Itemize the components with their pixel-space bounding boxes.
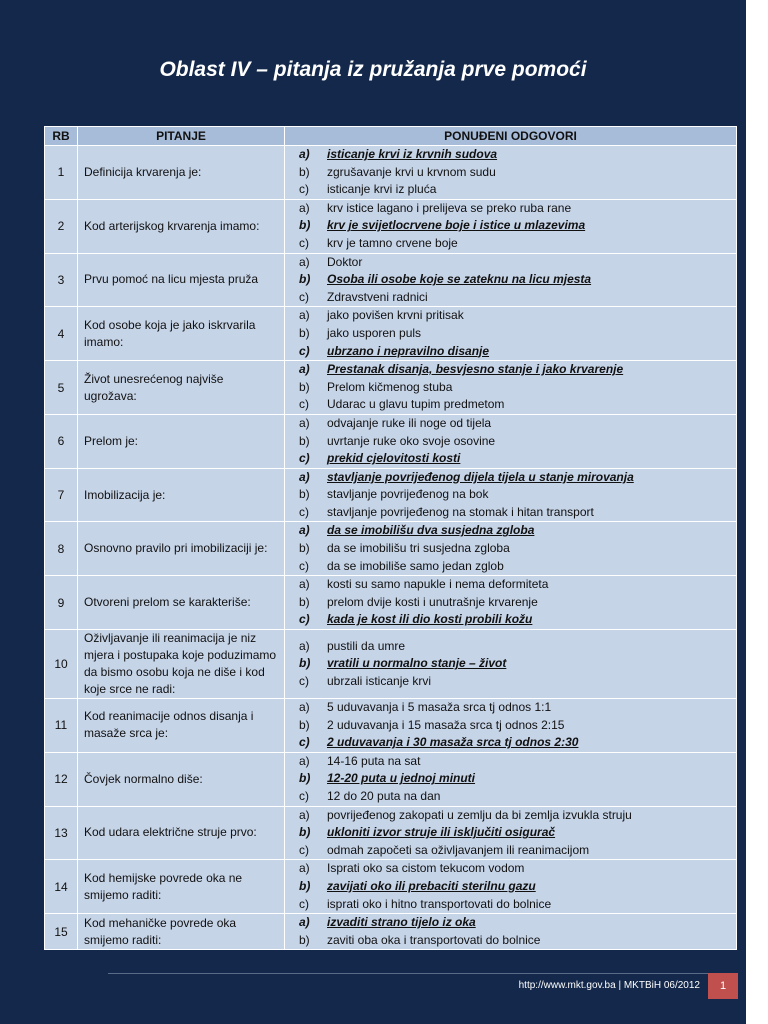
answer-option bbox=[299, 325, 736, 343]
answer-letter: b) bbox=[299, 656, 311, 671]
answer-text: kada je kost ili dio kosti probili kožu bbox=[327, 612, 533, 627]
answer-text: ukloniti izvor struje ili isključiti osigurač bbox=[327, 825, 556, 840]
answer-option bbox=[299, 788, 736, 806]
answer-option bbox=[299, 594, 736, 612]
answer-option bbox=[299, 807, 736, 825]
answer-letter: b) bbox=[299, 325, 310, 340]
answers-cell bbox=[285, 806, 737, 860]
answer-text: zaviti oba oka i transportovati do bolnice bbox=[327, 932, 541, 947]
answer-text: odvajanje ruke ili noge od tijela bbox=[327, 415, 492, 430]
question-text: Kod hemijske povrede oka ne smijemo raditi: bbox=[78, 860, 285, 914]
answers-cell bbox=[285, 860, 737, 914]
answer-letter: a) bbox=[299, 308, 310, 323]
row-number: 5 bbox=[45, 361, 78, 415]
answer-letter: a) bbox=[299, 469, 310, 484]
question-text: Prelom je: bbox=[78, 414, 285, 468]
answer-letter: a) bbox=[299, 415, 310, 430]
answer-letter: c) bbox=[299, 896, 309, 911]
answer-letter: a) bbox=[299, 861, 310, 876]
question-text: Kod udara električne struje prvo: bbox=[78, 806, 285, 860]
answer-letter: b) bbox=[299, 932, 310, 947]
answer-option-correct bbox=[299, 770, 736, 788]
question-text: Osnovno pravilo pri imobilizaciji je: bbox=[78, 522, 285, 576]
answer-text: prelom dvije kosti i unutrašnje krvarenje bbox=[327, 594, 538, 609]
answer-text: zavijati oko ili prebaciti sterilnu gazu bbox=[327, 878, 536, 893]
answer-letter: c) bbox=[299, 182, 309, 197]
answer-text: 14-16 puta na sat bbox=[327, 753, 421, 768]
answers-cell bbox=[285, 253, 737, 307]
answer-option bbox=[299, 289, 736, 307]
answer-text: ubrzano i nepravilno disanje bbox=[327, 343, 490, 358]
answer-option bbox=[299, 896, 736, 914]
answer-text: jako povišen krvni pritisak bbox=[327, 308, 464, 323]
answer-text: krv istice lagano i prelijeva se preko ruba rane bbox=[327, 200, 572, 215]
row-number: 13 bbox=[45, 806, 78, 860]
row-number: 10 bbox=[45, 630, 78, 699]
answer-option bbox=[299, 254, 736, 272]
answer-text: jako usporen puls bbox=[327, 325, 422, 340]
table-row bbox=[45, 806, 737, 860]
answer-letter: b) bbox=[299, 164, 310, 179]
answer-option-correct bbox=[299, 361, 736, 379]
row-number: 7 bbox=[45, 468, 78, 522]
answer-option-correct bbox=[299, 611, 736, 629]
answer-text: Doktor bbox=[327, 254, 363, 269]
answer-letter: b) bbox=[299, 878, 311, 893]
answer-text: stavljanje povrijeđenog na bok bbox=[327, 487, 489, 502]
answer-letter: b) bbox=[299, 541, 310, 556]
question-text: Imobilizacija je: bbox=[78, 468, 285, 522]
answers-cell bbox=[285, 522, 737, 576]
answer-letter: c) bbox=[299, 504, 309, 519]
answer-option bbox=[299, 540, 736, 558]
answer-text: 5 uduvavanja i 5 masaža srca tj odnos 1:1 bbox=[327, 700, 552, 715]
answer-option bbox=[299, 200, 736, 218]
answer-letter: a) bbox=[299, 915, 310, 930]
answer-text: 12 do 20 puta na dan bbox=[327, 789, 441, 803]
answer-option-correct bbox=[299, 734, 736, 752]
answer-letter: b) bbox=[299, 717, 310, 732]
answer-text: Prelom kičmenog stuba bbox=[327, 379, 453, 394]
table-row bbox=[45, 414, 737, 468]
answers-cell bbox=[285, 468, 737, 522]
question-text: Otvoreni prelom se karakteriše: bbox=[78, 576, 285, 630]
answer-text: krv je tamno crvene boje bbox=[327, 235, 458, 250]
answer-option bbox=[299, 486, 736, 504]
question-text: Prvu pomoć na licu mjesta pruža bbox=[78, 253, 285, 307]
answer-option-correct bbox=[299, 271, 736, 289]
answers-cell bbox=[285, 146, 737, 200]
answer-option-correct bbox=[299, 824, 736, 842]
answer-text: Prestanak disanja, besvjesno stanje i jako krvarenje bbox=[327, 362, 624, 377]
answer-option bbox=[299, 673, 736, 691]
answers-cell bbox=[285, 414, 737, 468]
question-text: Oživljavanje ili reanimacija je niz mjera i postupaka koje poduzimamo da bismo osobu koja ne diše i kod koje srce ne radi: bbox=[78, 630, 285, 699]
answer-option bbox=[299, 717, 736, 735]
answer-text: odmah započeti sa oživljavanjem ili reanimacijom bbox=[327, 842, 590, 857]
answer-option bbox=[299, 860, 736, 878]
page-title: Oblast IV – pitanja iz pružanja prve pomoći bbox=[159, 58, 587, 81]
answer-letter: c) bbox=[299, 451, 310, 466]
answer-letter: b) bbox=[299, 379, 310, 394]
answers-cell bbox=[285, 752, 737, 806]
answer-option bbox=[299, 164, 736, 182]
table-row bbox=[45, 630, 737, 699]
table-row bbox=[45, 468, 737, 522]
answer-letter: a) bbox=[299, 362, 310, 377]
table-row bbox=[45, 199, 737, 253]
answer-option-correct bbox=[299, 469, 736, 487]
table-body bbox=[45, 146, 737, 950]
answer-letter: a) bbox=[299, 147, 310, 161]
page-number: 1 bbox=[708, 973, 738, 999]
answer-letter: a) bbox=[299, 577, 310, 592]
answer-text: izvaditi strano tijelo iz oka bbox=[327, 915, 476, 930]
answer-letter: b) bbox=[299, 218, 311, 233]
answer-letter: b) bbox=[299, 272, 311, 287]
answer-letter: a) bbox=[299, 638, 310, 653]
answer-option bbox=[299, 307, 736, 325]
answer-text: isprati oko i hitno transportovati do bolnice bbox=[327, 896, 552, 911]
answers-cell bbox=[285, 199, 737, 253]
table-row bbox=[45, 860, 737, 914]
answers-cell bbox=[285, 699, 737, 753]
question-text: Kod osobe koja je jako iskrvarila imamo: bbox=[78, 307, 285, 361]
row-number: 11 bbox=[45, 699, 78, 753]
answer-option bbox=[299, 699, 736, 717]
answer-letter: a) bbox=[299, 700, 310, 715]
answer-option bbox=[299, 558, 736, 576]
answer-letter: a) bbox=[299, 523, 310, 538]
table-row bbox=[45, 361, 737, 415]
answer-letter: b) bbox=[299, 771, 311, 786]
answer-text: Osoba ili osobe koje se zateknu na licu mjesta bbox=[327, 272, 592, 287]
answer-option bbox=[299, 638, 736, 656]
header-answers: PONUĐENI ODGOVORI bbox=[285, 127, 737, 146]
answer-letter: a) bbox=[299, 807, 310, 822]
answer-text: Zdravstveni radnici bbox=[327, 289, 428, 304]
question-text: Kod reanimacije odnos disanja i masaže srca je: bbox=[78, 699, 285, 753]
row-number: 2 bbox=[45, 199, 78, 253]
answer-text: isticanje krvi iz krvnih sudova bbox=[327, 147, 498, 161]
table-row bbox=[45, 576, 737, 630]
row-number: 3 bbox=[45, 253, 78, 307]
answer-letter: a) bbox=[299, 200, 310, 215]
row-number: 8 bbox=[45, 522, 78, 576]
answer-text: povrijeđenog zakopati u zemlju da bi zemlja izvukla struju bbox=[327, 807, 632, 822]
answer-text: stavljanje povrijeđenog dijela tijela u stanje mirovanja bbox=[327, 469, 634, 484]
answer-option bbox=[299, 842, 736, 860]
answer-option bbox=[299, 415, 736, 433]
answer-text: Udarac u glavu tupim predmetom bbox=[327, 397, 505, 412]
answer-text: isticanje krvi iz pluća bbox=[327, 182, 437, 197]
answer-letter: c) bbox=[299, 343, 310, 358]
answer-letter: c) bbox=[299, 397, 309, 412]
answer-option bbox=[299, 932, 736, 950]
answer-letter: c) bbox=[299, 235, 309, 250]
answer-text: ubrzali isticanje krvi bbox=[327, 673, 432, 688]
answer-letter: a) bbox=[299, 753, 310, 768]
answer-letter: c) bbox=[299, 735, 310, 750]
answer-text: kosti su samo napukle i nema deformiteta bbox=[327, 577, 549, 592]
footer-source: http://www.mkt.gov.ba | MKTBiH 06/2012 bbox=[518, 980, 700, 991]
questions-table bbox=[44, 126, 737, 950]
answer-option-correct bbox=[299, 655, 736, 673]
question-text: Definicija krvarenja je: bbox=[78, 146, 285, 200]
table-row bbox=[45, 307, 737, 361]
answer-letter: c) bbox=[299, 673, 309, 688]
answer-option bbox=[299, 181, 736, 199]
answer-text: prekid cjelovitosti kosti bbox=[327, 451, 461, 466]
answer-option-correct bbox=[299, 914, 736, 932]
question-text: Kod mehaničke povrede oka smijemo raditi: bbox=[78, 914, 285, 950]
answer-option bbox=[299, 235, 736, 253]
table-header-row bbox=[45, 127, 737, 146]
answer-text: uvrtanje ruke oko svoje osovine bbox=[327, 433, 496, 448]
answers-cell bbox=[285, 307, 737, 361]
answer-option bbox=[299, 576, 736, 594]
answer-letter: b) bbox=[299, 825, 311, 840]
answer-option bbox=[299, 753, 736, 771]
footer-divider bbox=[108, 973, 708, 974]
answer-text: stavljanje povrijeđenog na stomak i hitan transport bbox=[327, 504, 594, 519]
table-row bbox=[45, 914, 737, 950]
answer-text: pustili da umre bbox=[327, 638, 406, 653]
answer-text: zgrušavanje krvi u krvnom sudu bbox=[327, 164, 496, 179]
row-number: 12 bbox=[45, 752, 78, 806]
answer-letter: a) bbox=[299, 254, 310, 269]
table-row bbox=[45, 522, 737, 576]
answer-option-correct bbox=[299, 146, 736, 164]
answer-letter: b) bbox=[299, 594, 310, 609]
answer-letter: b) bbox=[299, 433, 310, 448]
answer-option-correct bbox=[299, 343, 736, 361]
row-number: 6 bbox=[45, 414, 78, 468]
answer-text: 12-20 puta u jednoj minuti bbox=[327, 771, 476, 786]
answers-cell bbox=[285, 576, 737, 630]
answer-option-correct bbox=[299, 217, 736, 235]
answer-letter: c) bbox=[299, 842, 309, 857]
answer-option bbox=[299, 379, 736, 397]
answer-option bbox=[299, 396, 736, 414]
table-row bbox=[45, 146, 737, 200]
answer-text: da se imobilišu dva susjedna zgloba bbox=[327, 523, 535, 538]
answer-text: da se imobilišu tri susjedna zgloba bbox=[327, 541, 510, 556]
answers-cell bbox=[285, 630, 737, 699]
answer-text: da se imobiliše samo jedan zglob bbox=[327, 558, 504, 573]
answer-text: krv je svijetlocrvene boje i istice u mlazevima bbox=[327, 218, 586, 233]
table-row bbox=[45, 699, 737, 753]
answer-text: Isprati oko sa cistom tekucom vodom bbox=[327, 861, 525, 876]
row-number: 1 bbox=[45, 146, 78, 200]
answer-option bbox=[299, 504, 736, 522]
answer-option-correct bbox=[299, 878, 736, 896]
answer-option-correct bbox=[299, 450, 736, 468]
header-rb: RB bbox=[45, 127, 78, 146]
row-number: 15 bbox=[45, 914, 78, 950]
answer-letter: c) bbox=[299, 289, 309, 304]
answer-letter: c) bbox=[299, 558, 309, 573]
answers-cell bbox=[285, 914, 737, 950]
answers-cell bbox=[285, 361, 737, 415]
row-number: 9 bbox=[45, 576, 78, 630]
table-row bbox=[45, 253, 737, 307]
row-number: 4 bbox=[45, 307, 78, 361]
answer-text: 2 uduvavanja i 15 masaža srca tj odnos 2:15 bbox=[327, 717, 565, 732]
answer-text: vratili u normalno stanje – život bbox=[327, 656, 507, 671]
answer-letter: c) bbox=[299, 612, 310, 627]
answer-option-correct bbox=[299, 522, 736, 540]
row-number: 14 bbox=[45, 860, 78, 914]
question-text: Život unesrećenog najviše ugrožava: bbox=[78, 361, 285, 415]
answer-text: 2 uduvavanja i 30 masaža srca tj odnos 2:30 bbox=[327, 735, 579, 750]
header-question: PITANJE bbox=[78, 127, 285, 146]
question-text: Čovjek normalno diše: bbox=[78, 752, 285, 806]
answer-letter: b) bbox=[299, 487, 310, 502]
table-row bbox=[45, 752, 737, 806]
answer-option bbox=[299, 433, 736, 451]
question-text: Kod arterijskog krvarenja imamo: bbox=[78, 199, 285, 253]
answer-letter: c) bbox=[299, 789, 309, 803]
